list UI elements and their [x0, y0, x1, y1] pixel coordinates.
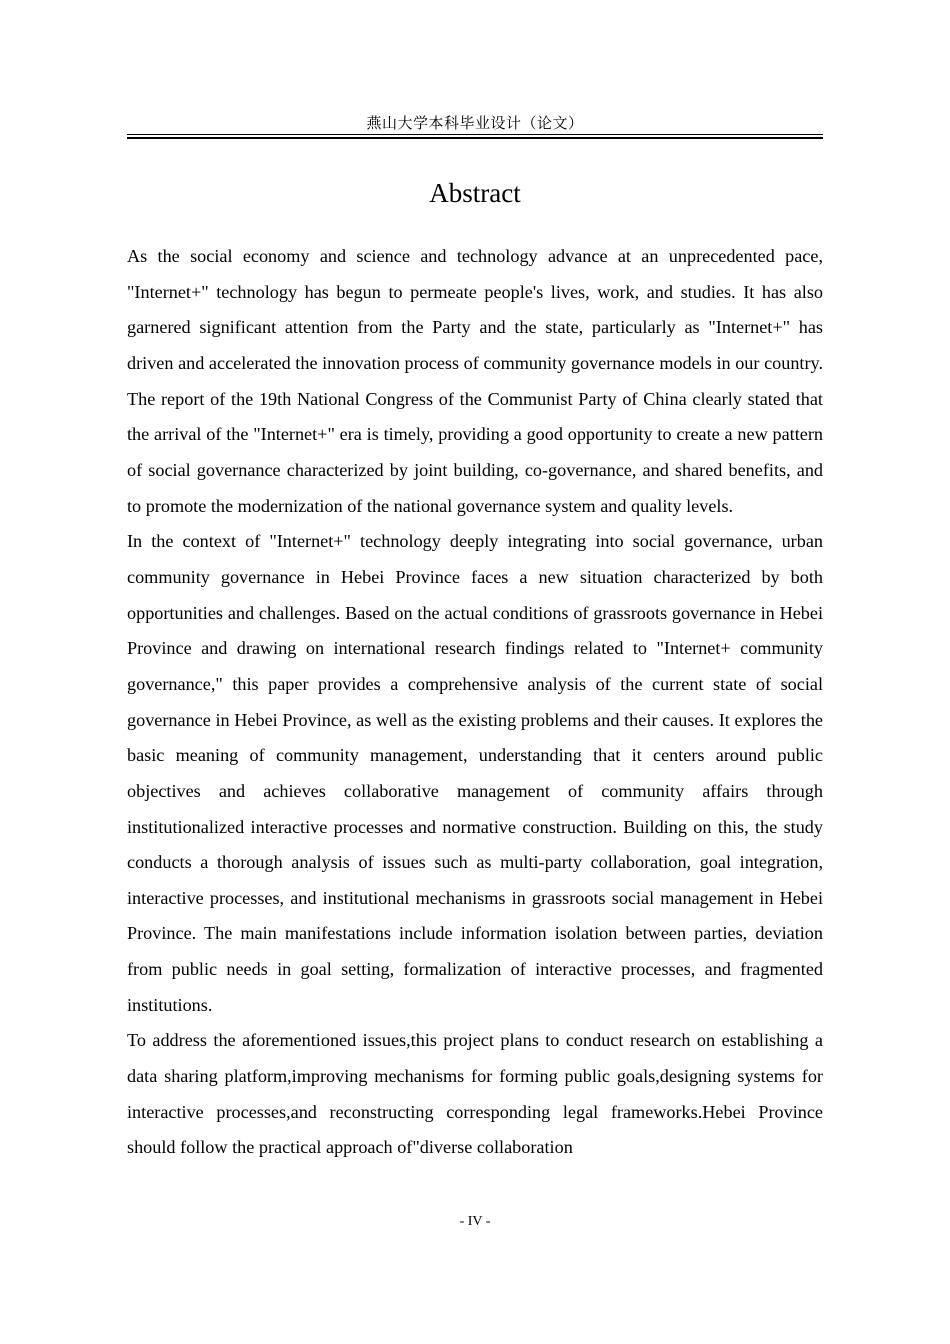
paragraph-2: In the context of "Internet+" technology deeply integrating into social governance, urban community governance in Hebei Province faces a new situation characterized by both opportunities and challenges. Based on the actual conditions of grassroots governance in Hebei Province and drawing on international research findings related to "Internet+ community governance," this paper provides a comprehensive analysis of the current state of social governance in Hebei Province, as well as the existing problems and their causes. It explores the basic meaning of community management, understanding that it centers around public objectives and achieves collaborative management of community affairs through institutionalized interactive processes and normative construction. Building on this, the study conducts a thorough analysis of issues such as multi-party collaboration, goal integration, interactive processes, and institutional mechanisms in grassroots social management in Hebei Province. The main manifestations include information isolation between parties, deviation from public needs in goal setting, formalization of interactive processes, and fragmented institutions.: [127, 531, 823, 1015]
abstract-body: [127, 239, 823, 1166]
header-divider: [127, 134, 823, 139]
paragraph-3: To address the aforementioned issues,this project plans to conduct research on establishing a data sharing platform,improving mechanisms for forming public goals,designing systems for interactive processes,and reconstructing corresponding legal frameworks.Hebei Province should follow the practical approach of"diverse collaboration: [127, 1030, 823, 1158]
abstract-title: Abstract: [429, 178, 521, 208]
page-header: 燕山大学本科毕业设计（论文）: [366, 114, 584, 132]
paragraph-1: As the social economy and science and technology advance at an unprecedented pace, "Internet+" technology has begun to permeate people's lives, work, and studies. It has also garnered significant attention from the Party and the state, particularly as "Internet+" has driven and accelerated the innovation process of community governance models in our country. The report of the 19th National Congress of the Communist Party of China clearly stated that the arrival of the "Internet+" era is timely, providing a good opportunity to create a new pattern of social governance characterized by joint building, co-governance, and shared benefits, and to promote the modernization of the national governance system and quality levels.: [127, 246, 823, 516]
page-number: - IV -: [459, 1214, 491, 1229]
